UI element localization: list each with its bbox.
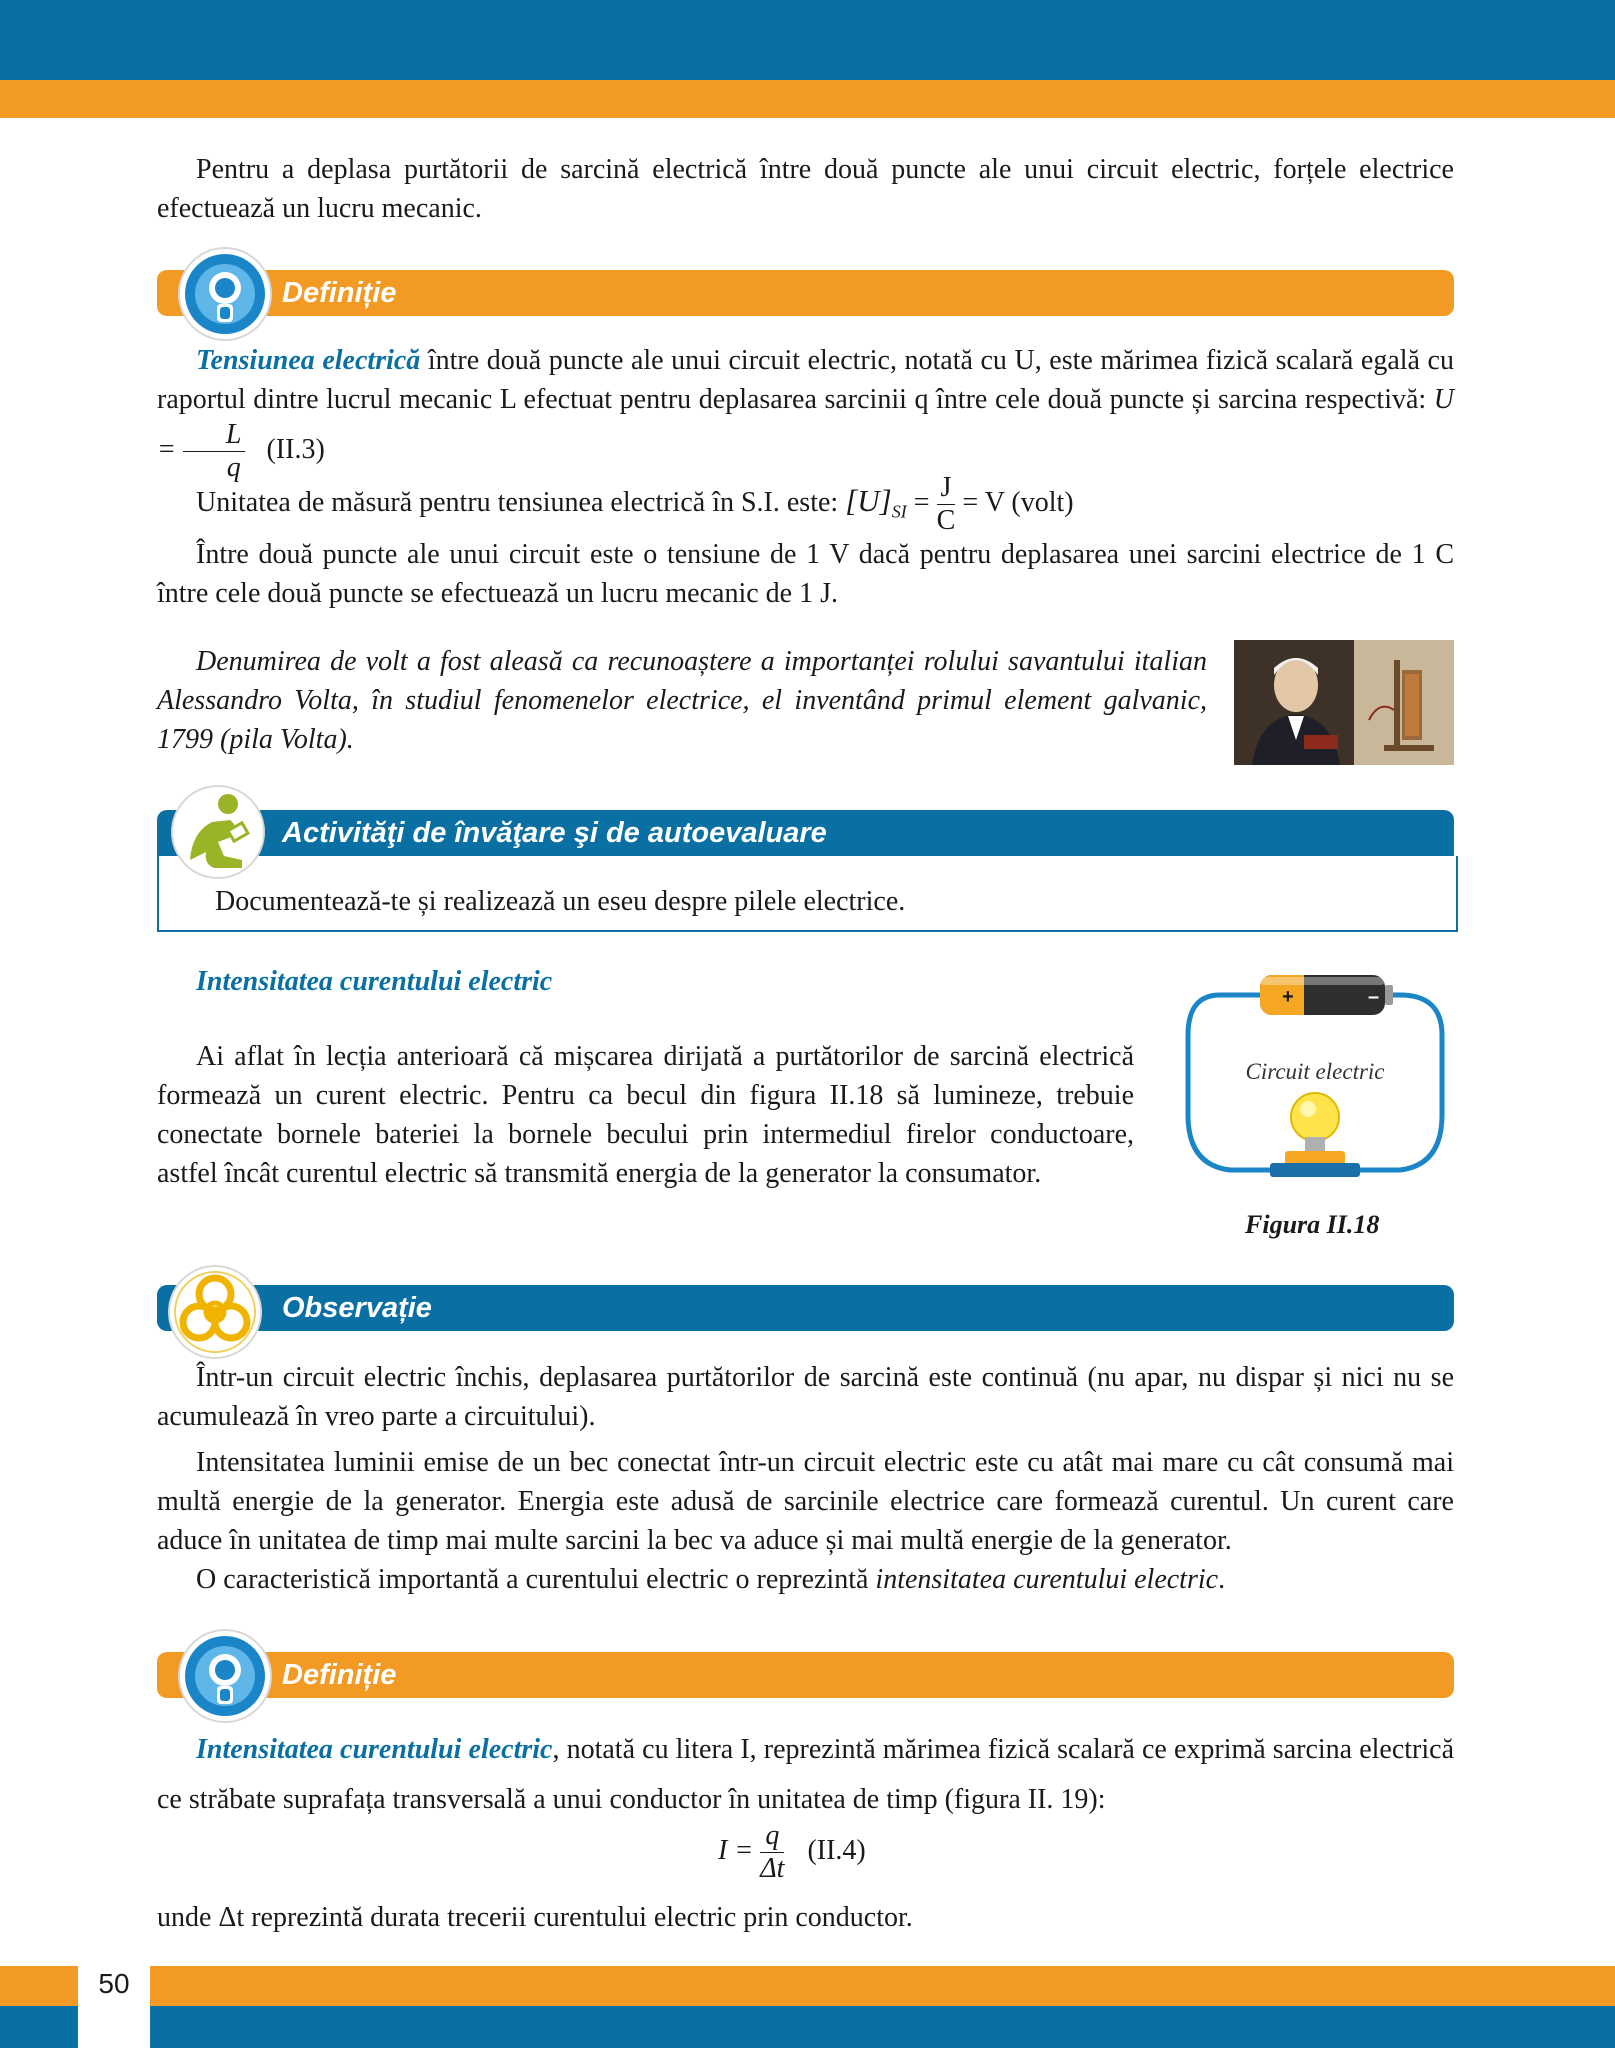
unit-line	[196, 472, 1454, 537]
activity-title: Activităţi de învăţare şi de autoevaluare	[282, 817, 827, 849]
definition-title: Definiție	[282, 277, 397, 309]
circuit-label: Circuit electric	[1245, 1059, 1385, 1084]
current-paragraph: Ai aflat în lecția anterioară că mișcarea dirijată a purtătorilor de sarcină electrică formează un curent electric. Pentru ca becul din figura II.18 să lumineze, trebuie conectate bornele bateriei la bornele becului prin intermediul firelor conductoare, astfel încât curentul electric să transmită energia de la generator la consumator.	[157, 1041, 1134, 1189]
formula-u-lhs: U =	[157, 384, 1454, 465]
formula-u-num: L	[183, 419, 246, 452]
volta-note: Denumirea de volt a fost aleasă ca recunoaștere a importanței rolului savantului italian Alessandro Volta, în studiul fenomenelor electrice, el inventând primul element galvanic, 1799 (pila Volta).	[157, 646, 1207, 755]
figure-caption: Figura II.18	[1245, 1210, 1380, 1239]
observation-title: Observație	[282, 1292, 432, 1324]
header-blue-band	[0, 0, 1615, 80]
unit-subscript: SI	[891, 501, 907, 522]
unit-symbol: [U]	[845, 482, 892, 518]
header-orange-band	[0, 80, 1615, 118]
activity-text: Documentează-te și realizează un eseu despre pilele electrice.	[215, 886, 906, 917]
definition2-title: Definiție	[282, 1659, 397, 1691]
reading-person-icon	[168, 782, 268, 882]
definition1-term: Tensiunea electrică	[196, 345, 421, 376]
definition2-text	[157, 1725, 1454, 1825]
volta-portrait-image	[1234, 640, 1454, 765]
current-heading: Intensitatea curentului electric	[196, 966, 553, 997]
battery-minus-label: –	[1368, 986, 1380, 1008]
formula-i-lhs: I =	[718, 1834, 754, 1866]
formula-u-ref: (II.3)	[266, 433, 325, 465]
formula-i-num: q	[760, 1820, 784, 1853]
unit-den: C	[936, 505, 956, 536]
formula-u-den: q	[226, 452, 241, 483]
unit-line-text: Unitatea de măsură pentru tensiunea electrică în S.I. este:	[196, 486, 846, 518]
circuit-figure	[1180, 965, 1450, 1210]
biohazard-icon	[165, 1262, 265, 1362]
observation-p2: Intensitatea luminii emise de un bec conectat într-un circuit electric este cu atât mai mare cu cât consumă mai multă energie de la generator. Energia este adusă de sarcinile electrice care formează curentul. Un curent care aduce în unitatea de timp mai multe sarcini la bec va aduce și mai multă energie de la generator.	[157, 1447, 1454, 1556]
lightbulb	[1270, 1093, 1360, 1177]
observation-p1: Într-un circuit electric închis, deplasarea purtătorilor de sarcină este continuă (nu apar, nu dispar și nici nu se acumulează în vreo parte a circuitului).	[157, 1362, 1454, 1432]
lightbulb-badge-icon-2	[175, 1626, 275, 1726]
definition2-after: unde Δt reprezintă durata trecerii curentului electric prin conductor.	[157, 1902, 913, 1933]
definition2-term: Intensitatea curentului electric	[196, 1734, 553, 1765]
intro-paragraph: Pentru a deplasa purtătorii de sarcină electrică între două puncte ale unui circuit electric, forțele electrice efectuează un lucru mecanic.	[157, 154, 1454, 224]
observation-p3-italic: intensitatea curentului electric	[875, 1564, 1219, 1595]
unit-num: J	[937, 472, 956, 505]
unit-eq: =	[906, 486, 930, 518]
formula-i-den: Δt	[760, 1853, 785, 1884]
page-number: 50	[98, 1968, 130, 1999]
battery-plus-label: +	[1282, 986, 1294, 1008]
definition1-body: între două puncte ale unui circuit electric, notată cu U, este mărimea fizică scalară egală cu raportul dintre lucrul mecanic L efectuat pentru deplasarea sarcinii q între cele două puncte și sarcina respectivă:	[157, 345, 1454, 415]
unit-fraction	[937, 472, 956, 537]
formula-i-ref: (II.4)	[807, 1834, 866, 1866]
observation-p3: O caracteristică importantă a curentului electric o reprezintă intensitatea curentului electric.	[196, 1564, 1226, 1595]
observation-text	[157, 1358, 1454, 1599]
formula-i	[718, 1820, 866, 1885]
unit-result: = V (volt)	[962, 486, 1074, 518]
lightbulb-badge-icon	[175, 244, 275, 344]
footer-blue-band	[0, 2006, 1615, 2048]
formula-i-fraction	[760, 1820, 784, 1885]
volt-explanation: Între două puncte ale unui circuit este o tensiune de 1 V dacă pentru deplasarea unei sarcini electrice de 1 C între cele două puncte se efectuează un lucru mecanic de 1 J.	[157, 539, 1454, 609]
footer-orange-band	[0, 1966, 1615, 2006]
definition2-body: , notată cu litera I, reprezintă mărimea fizică scalară ce exprimă sarcina electrică ce străbate suprafața transversală a unui conductor în unitatea de timp (figura II. 19):	[157, 1734, 1455, 1815]
definition1-text	[157, 341, 1454, 484]
